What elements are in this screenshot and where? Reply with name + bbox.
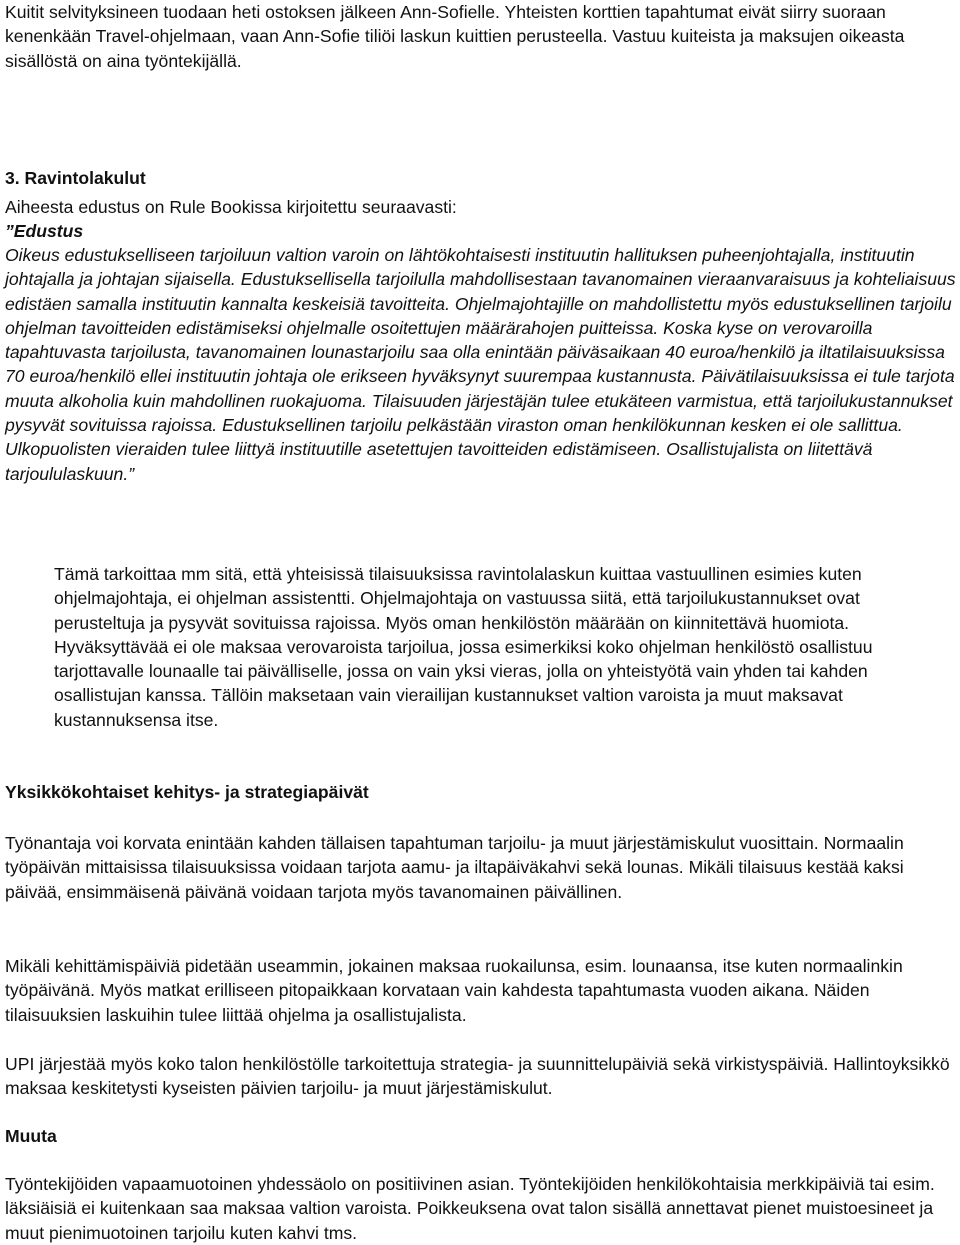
paragraph-yksikko-2: Mikäli kehittämispäiviä pidetään useammin, jokainen maksaa ruokailunsa, esim. lounaansa, itse kuten normaalinkin työpäivänä. Myös matkat erilliseen pitopaikkaan korvataan vain kahdesta tapahtumasta vuoden aikana. Näiden tilaisuuksien laskuihin tulee liittää ohjelma ja osallistujalista. bbox=[5, 956, 903, 1025]
explanation-paragraph: Tämä tarkoittaa mm sitä, että yhteisissä tilaisuuksissa ravintolalaskun kuittaa vastuullinen esimies kuten ohjelmajohtaja, ei ohjelman assistentti. Ohjelmajohtaja on vastuussa siitä, että tarjoilukustannukset ovat perusteltuja ja pysyvät sovituissa rajoissa. Myös oman henkilöstön määrään on kiinnitettävä huomiota. Hyväksyttävää ei ole maksaa verovaroista tarjoilua, jossa esimerkiksi koko ohjelman henkilöstö osallistuu tarjottavalle lounaalle tai päivälliselle, jossa on vain yksi vieras, jolla on yhteistyötä vain yhden tai kahden osallistujan kanssa. Tällöin maksetaan vain vierailijan kustannukset valtion varoista ja muut maksavat kustannuksensa itse. bbox=[54, 564, 873, 730]
paragraph-yksikko-3: UPI järjestää myös koko talon henkilöstölle tarkoitettuja strategia- ja suunnittelupäiviä sekä virkistyspäiviä. Hallintoyksikkö maksaa keskitetysti kyseisten päivien tarjoilu- ja muut järjestämiskulut. bbox=[5, 1054, 950, 1099]
quote-body: Oikeus edustukselliseen tarjoiluun valtion varoin on lähtökohtaisesti instituutin hallituksen puheenjohtajalla, instituutin johtajalla ja johtajan sijaisella. Edustuksellisella tarjoilulla mahdollisestaan tavanomainen vieraanvaraisuus ja kohteliaisuus edistäen samalla instituutin kannalta keskeisiä tavoitteita. Ohjelmajohtajille on mahdollistettu myös edustuksellinen tarjoilu ohjelman tavoitteiden edistämiseksi ohjelmalle osoitettujen määrärahojen puitteissa. Koska kyse on verovaroilla tapahtuvasta tarjoilusta, tavanomainen lounastarjoilu saa olla enintään päiväsaikaan 40 euroa/henkilö ja iltatilaisuuksissa 70 euroa/henkilö ellei instituutin johtaja ole erikseen hyväksynyt suurempaa kustannusta. Päivätilaisuuksissa ei tule tarjota muuta alkoholia kuin mahdollinen ruokajuoma. Tilaisuuden järjestäjän tulee etukäteen varmistua, että tarjoilukustannukset pysyvät sovituissa rajoissa. Edustuksellinen tarjoilu pelkästään viraston oman henkilökunnan kesken ei ole sallittua. Ulkopuolisten vieraiden tulee liittyä instituutille asetettujen tavoitteiden edistämiseen. Osallistujalista on liitettävä tarjoululaskuun.” bbox=[5, 245, 956, 484]
section-heading-yksikko: Yksikkökohtaiset kehitys- ja strategiapäivät bbox=[5, 782, 369, 802]
intro-paragraph: Kuitit selvityksineen tuodaan heti ostoksen jälkeen Ann-Sofielle. Yhteisten korttien tapahtumat eivät siirry suoraan kenenkään Travel-ohjelmaan, vaan Ann-Sofie tiliöi laskun kuittien perusteella. Vastuu kuiteista ja maksujen oikeasta sisällöstä on aina työntekijällä. bbox=[5, 2, 905, 71]
section-heading-ravintolakulut: 3. Ravintolakulut bbox=[5, 168, 146, 188]
section-lead: Aiheesta edustus on Rule Bookissa kirjoitettu seuraavasti: bbox=[5, 197, 457, 217]
paragraph-yksikko-1: Työnantaja voi korvata enintään kahden tällaisen tapahtuman tarjoilu- ja muut järjestämiskulut vuosittain. Normaalin työpäivän mittaisissa tilaisuuksissa voidaan tarjota aamu- ja iltapäiväkahvi sekä lounas. Mikäli tilaisuus kestää kaksi päivää, ensimmäisenä päivänä voidaan tarjota myös tavanomainen päivällinen. bbox=[5, 833, 904, 902]
section-heading-muuta: Muuta bbox=[5, 1126, 57, 1146]
paragraph-muuta: Työntekijöiden vapaamuotoinen yhdessäolo on positiivinen asian. Työntekijöiden henkilökohtaisia merkkipäiviä tai esim. läksiäisiä ei kuitenkaan saa maksaa valtion varoista. Poikkeuksena ovat talon sisällä annettavat pienet muistoesineet ja muut pienimuotoinen tarjoilu kuten kahvi tms. bbox=[5, 1174, 935, 1243]
quote-heading: ”Edustus bbox=[5, 221, 84, 241]
